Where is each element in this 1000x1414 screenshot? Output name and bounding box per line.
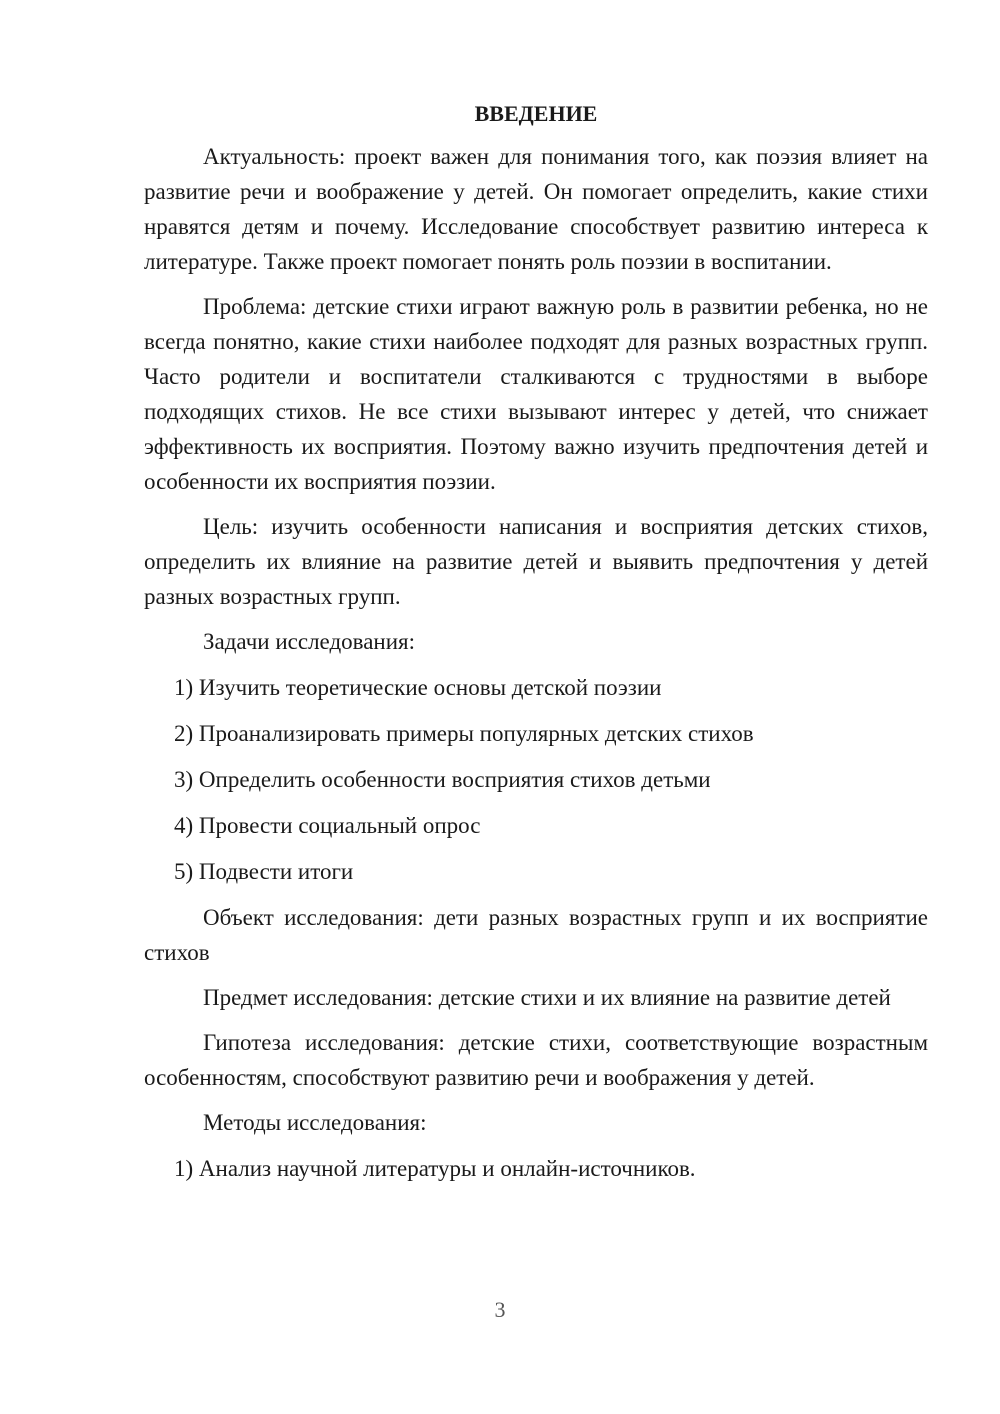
relevance-paragraph: Актуальность: проект важен для понимания того, как поэзия влияет на развитие речи и воображение у детей. Он помогает определить, какие стихи нравятся детям и почему. Исследование способствует развитию интереса к литературе. Также проект помогает понять роль поэзии в воспитании. [144, 144, 928, 274]
task-item: 4) Провести социальный опрос [174, 813, 481, 838]
subject-paragraph: Предмет исследования: детские стихи и их влияние на развитие детей [203, 985, 891, 1010]
object-paragraph: Объект исследования: дети разных возрастных групп и их восприятие стихов [144, 905, 928, 965]
hypothesis-paragraph: Гипотеза исследования: детские стихи, соответствующие возрастным особенностям, способствуют развитию речи и воображения у детей. [144, 1030, 928, 1090]
page-number: 3 [494, 1297, 506, 1322]
document-page [144, 96, 928, 1197]
section-title: ВВЕДЕНИЕ [474, 101, 598, 126]
method-item: 1) Анализ научной литературы и онлайн-источников. [174, 1156, 696, 1181]
task-item: 3) Определить особенности восприятия стихов детьми [174, 767, 711, 792]
problem-paragraph: Проблема: детские стихи играют важную роль в развитии ребенка, но не всегда понятно, какие стихи наиболее подходят для разных возрастных групп. Часто родители и воспитатели сталкиваются с трудностями в выборе подходящих стихов. Не все стихи вызывают интерес у детей, что снижает эффективность их восприятия. Поэтому важно изучить предпочтения детей и особенности их восприятия поэзии. [144, 294, 928, 494]
goal-paragraph: Цель: изучить особенности написания и восприятия детских стихов, определить их влияние на развитие детей и выявить предпочтения у детей разных возрастных групп. [144, 514, 928, 609]
task-item: 2) Проанализировать примеры популярных детских стихов [174, 721, 754, 746]
task-item: 1) Изучить теоретические основы детской поэзии [174, 675, 662, 700]
methods-heading: Методы исследования: [203, 1110, 427, 1135]
tasks-heading: Задачи исследования: [203, 629, 416, 654]
task-item: 5) Подвести итоги [174, 859, 354, 884]
